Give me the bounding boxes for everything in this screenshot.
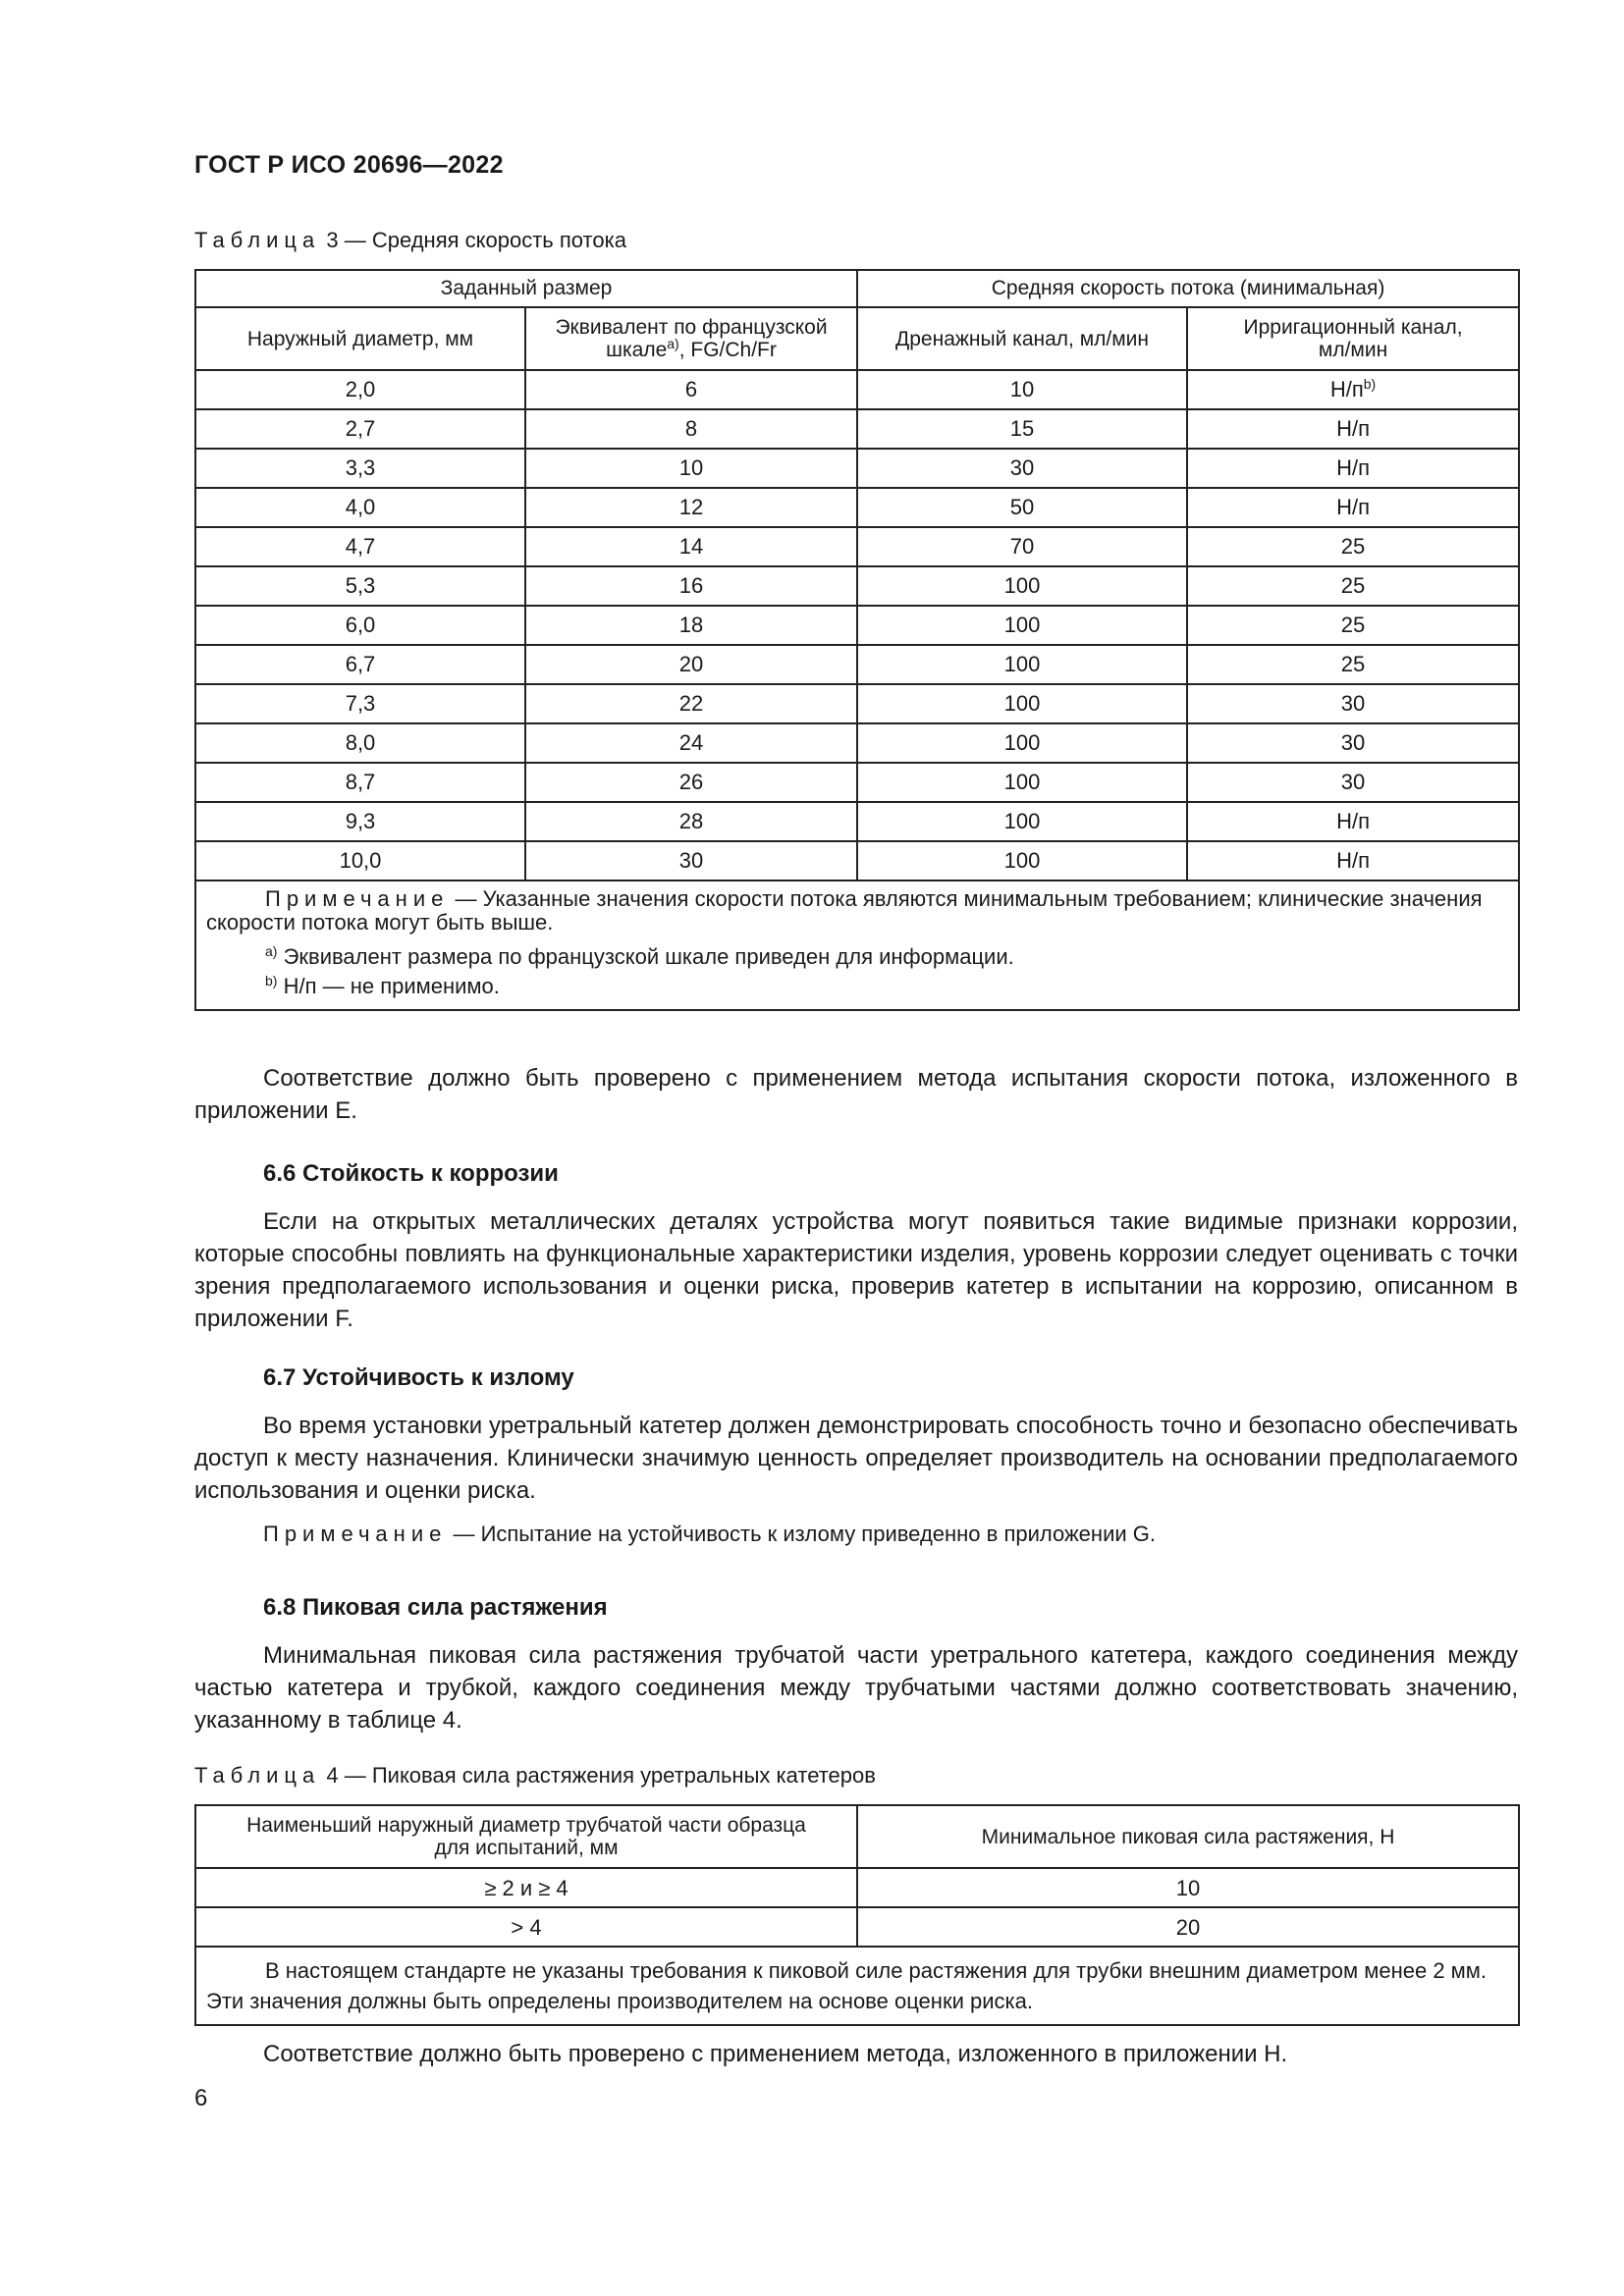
table-row [195,527,1519,566]
table-cell-outer-diameter: 7,3 [195,684,525,723]
section-6-6-title: 6.6 Стойкость к коррозии [263,1160,559,1187]
irrigation-value: Н/п [1329,377,1364,401]
table-cell-drain-rate: 100 [857,684,1187,723]
compliance-paragraph-2: Соответствие должно быть проверено с применением метода, изложенного в приложении Н. [263,2041,1288,2067]
table-cell-irrigation-rate [1187,606,1519,645]
irrigation-value: 25 [1340,613,1366,637]
table-cell-force: 20 [857,1907,1519,1947]
table-cell-french-scale: 26 [525,763,857,802]
table-row [195,606,1519,645]
section-6-8-text: Минимальная пиковая сила растяжения трубчатой части уретрального катетера, каждого соединения между частью катетера и трубкой, каждого соединения между трубчатыми частями должно соответствовать значению, указанному в таблице 4. [194,1642,1518,1734]
section-6-6-text: Если на открытых металлических деталях устройства могут появиться такие видимые признаки коррозии, которые способны повлиять на функциональные характеристики изделия, уровень коррозии следует оценивать с точки зрения предполагаемого использования и оценки риска, проверив катетер в испытании на коррозию, описанном в приложении F. [194,1208,1518,1332]
table-3 [194,269,1518,1011]
table-3-header-french-line2b: , FG/Ch/Fr [678,339,777,361]
table-3-group-flow-rate: Средняя скорость потока (минимальная) [857,270,1519,307]
section-6-7-note-label: Примечание [263,1522,448,1546]
irrigation-footnote-mark: b) [1363,376,1377,392]
table-3-note-label: Примечание [265,886,450,911]
table-3-footnote-a [206,942,1508,972]
document-header: ГОСТ Р ИСО 20696—2022 [194,151,504,179]
table-cell-french-scale: 12 [525,488,857,527]
irrigation-value: Н/п [1336,455,1370,480]
table-cell-french-scale: 20 [525,645,857,684]
table-cell-outer-diameter: 4,7 [195,527,525,566]
irrigation-value: Н/п [1336,809,1370,833]
table-cell-french-scale: 10 [525,449,857,488]
irrigation-value: 30 [1340,730,1366,755]
table-cell-french-scale: 24 [525,723,857,763]
table-cell-french-scale: 8 [525,409,857,449]
table-cell-outer-diameter: 5,3 [195,566,525,606]
table-3-header-french-sup: а) [667,336,679,351]
irrigation-value: 25 [1340,534,1366,559]
table-cell-french-scale: 28 [525,802,857,841]
table-row [195,802,1519,841]
table-cell-outer-diameter: 2,0 [195,370,525,409]
table-cell-french-scale: 18 [525,606,857,645]
footnote-a-mark: а) [265,943,278,959]
footnote-b-mark: b) [265,973,278,988]
table-4-caption-title: 4 — Пиковая сила растяжения уретральных катетеров [320,1763,876,1788]
table-row [195,763,1519,802]
table-4-header-diameter-line1: Наименьший наружный диаметр трубчатой части образца [246,1814,806,1837]
table-cell-force: 10 [857,1868,1519,1907]
table-3-header-french-line1: Эквивалент по французской [555,316,828,339]
table-4-note: В настоящем стандарте не указаны требования к пиковой силе растяжения для трубки внешним диаметром менее 2 мм. Эти значения должны быть определены производителем на основе оценки риска. [195,1947,1519,2025]
table-4 [194,1804,1518,2026]
table-3-header-french-line2a: шкале [606,339,668,361]
table-cell-drain-rate: 30 [857,449,1187,488]
table-cell-irrigation-rate [1187,723,1519,763]
table-cell-irrigation-rate [1187,566,1519,606]
table-cell-drain-rate: 100 [857,802,1187,841]
table-cell-irrigation-rate [1187,488,1519,527]
table-cell-drain-rate: 100 [857,841,1187,881]
table-row [195,409,1519,449]
table-3-header-drain-channel: Дренажный канал, мл/мин [857,307,1187,370]
table-cell-french-scale: 6 [525,370,857,409]
table-3-notes [195,881,1519,1010]
page-number: 6 [194,2085,208,2111]
table-row [195,1868,1519,1907]
irrigation-value: 25 [1340,573,1366,598]
table-cell-drain-rate: 70 [857,527,1187,566]
table-row [195,841,1519,881]
footnote-b-text: Н/п — не применимо. [277,974,500,998]
table-cell-outer-diameter: 3,3 [195,449,525,488]
table-cell-irrigation-rate [1187,409,1519,449]
table-cell-outer-diameter: 9,3 [195,802,525,841]
table-3-header-irrigation-line1: Ирригационный канал, [1243,316,1463,339]
table-row [195,370,1519,409]
table-cell-irrigation-rate [1187,370,1519,409]
table-3-header-irrigation-line2: мл/мин [1318,339,1388,361]
table-cell-drain-rate: 100 [857,606,1187,645]
irrigation-value: 30 [1340,691,1366,716]
table-cell-french-scale: 14 [525,527,857,566]
table-3-caption-title: 3 — Средняя скорость потока [320,228,626,252]
table-cell-drain-rate: 10 [857,370,1187,409]
table-3-header-irrigation-channel [1187,307,1519,370]
table-3-group-given-size: Заданный размер [195,270,857,307]
table-3-header-french-scale [525,307,857,370]
table-cell-irrigation-rate [1187,527,1519,566]
table-row [195,488,1519,527]
section-6-7-title: 6.7 Устойчивость к излому [263,1364,574,1391]
table-cell-irrigation-rate [1187,763,1519,802]
table-4-header-diameter-line2: для испытаний, мм [434,1837,619,1859]
table-cell-outer-diameter: 8,0 [195,723,525,763]
table-cell-drain-rate: 100 [857,645,1187,684]
section-6-7-text: Во время установки уретральный катетер должен демонстрировать способность точно и безопасно обеспечивать доступ к месту назначения. Клинически значимую ценность определяет производитель на основании предполагаемого использования и оценки риска. [194,1413,1518,1504]
footnote-a-text: Эквивалент размера по французской шкале приведен для информации. [277,944,1014,969]
table-4-caption-prefix: Таблица [194,1763,321,1788]
section-6-8-title: 6.8 Пиковая сила растяжения [263,1594,608,1621]
irrigation-value: 25 [1340,652,1366,676]
table-row [195,566,1519,606]
table-cell-drain-rate: 50 [857,488,1187,527]
table-row [195,645,1519,684]
irrigation-value: Н/п [1336,495,1370,519]
table-cell-french-scale: 30 [525,841,857,881]
table-4-header-force: Минимальное пиковая сила растяжения, Н [857,1805,1519,1868]
table-cell-drain-rate: 100 [857,723,1187,763]
table-row [195,684,1519,723]
table-row [195,723,1519,763]
table-4-caption [194,1761,1518,1790]
table-cell-irrigation-rate [1187,684,1519,723]
table-3-caption-prefix: Таблица [194,228,321,252]
table-row [195,449,1519,488]
table-cell-irrigation-rate [1187,841,1519,881]
irrigation-value: Н/п [1336,848,1370,873]
table-3-note-text: — Указанные значения скорости потока являются минимальным требованием; клинические значения скорости потока могут быть выше. [206,886,1483,934]
irrigation-value: Н/п [1336,416,1370,441]
table-cell-drain-rate: 100 [857,566,1187,606]
table-cell-diameter-range: ≥ 2 и ≥ 4 [195,1868,857,1907]
table-cell-irrigation-rate [1187,645,1519,684]
table-cell-outer-diameter: 8,7 [195,763,525,802]
compliance-paragraph-1: Соответствие должно быть проверено с применением метода испытания скорости потока, изложенного в приложении Е. [194,1065,1518,1124]
table-cell-diameter-range: > 4 [195,1907,857,1947]
section-6-7-note-text: — Испытание на устойчивость к излому приведенно в приложении G. [447,1522,1156,1546]
table-cell-outer-diameter: 6,7 [195,645,525,684]
table-3-header-outer-diameter: Наружный диаметр, мм [195,307,525,370]
table-cell-drain-rate: 100 [857,763,1187,802]
table-cell-french-scale: 16 [525,566,857,606]
irrigation-value: 30 [1340,770,1366,794]
table-cell-french-scale: 22 [525,684,857,723]
table-cell-irrigation-rate [1187,449,1519,488]
section-6-7-note [194,1522,1518,1547]
table-cell-irrigation-rate [1187,802,1519,841]
table-3-caption [194,226,1518,255]
table-cell-drain-rate: 15 [857,409,1187,449]
table-cell-outer-diameter: 6,0 [195,606,525,645]
table-4-header-diameter [195,1805,857,1868]
table-cell-outer-diameter: 2,7 [195,409,525,449]
table-3-footnote-b [206,972,1508,1001]
table-cell-outer-diameter: 4,0 [195,488,525,527]
table-cell-outer-diameter: 10,0 [195,841,525,881]
table-row [195,1907,1519,1947]
